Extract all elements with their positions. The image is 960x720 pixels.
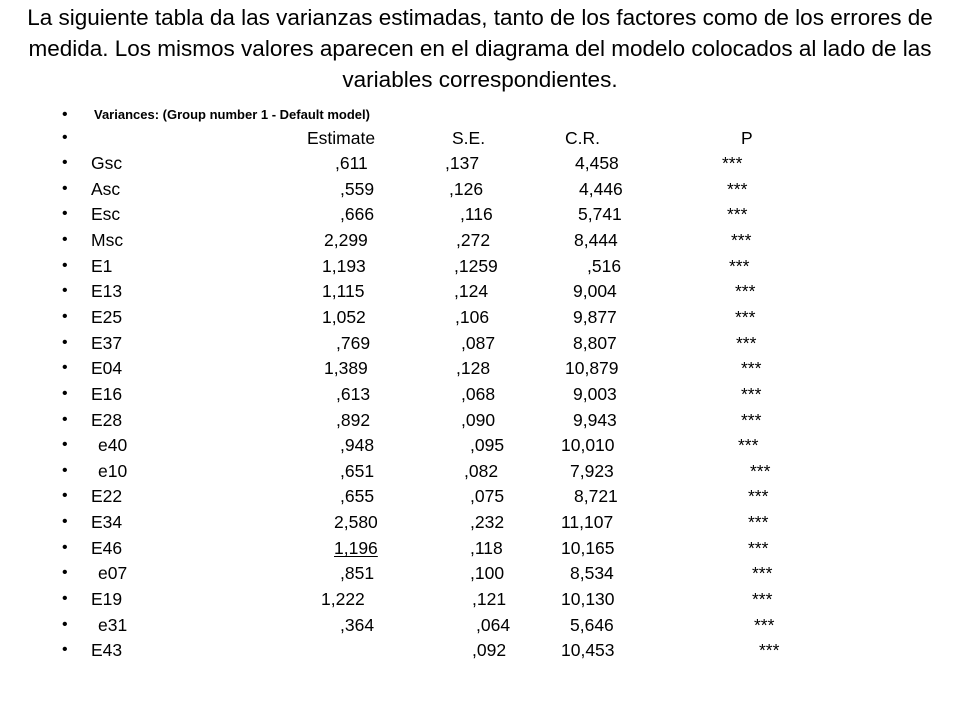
p-cell: *** [752, 563, 773, 584]
table-row [0, 202, 960, 226]
estimate-cell: ,559 [340, 178, 375, 199]
estimate-cell: 1,196 [334, 537, 378, 558]
se-cell: ,106 [455, 306, 490, 327]
p-cell: *** [750, 460, 771, 481]
row-name-cell: E43 [91, 640, 123, 661]
se-cell: ,272 [456, 229, 491, 250]
table-row [0, 638, 960, 662]
p-cell: *** [741, 358, 762, 379]
se-cell: ,068 [461, 383, 496, 404]
row-name-cell: E37 [91, 332, 123, 353]
p-cell: *** [738, 435, 759, 456]
cr-cell: 5,646 [570, 614, 614, 635]
se-cell: ,126 [449, 178, 484, 199]
p-cell: *** [722, 153, 743, 173]
bullet-icon: • [62, 154, 68, 171]
se-cell: ,064 [476, 614, 511, 635]
row-name-cell: Msc [91, 229, 124, 250]
table-row [0, 459, 960, 483]
column-header-row [0, 126, 960, 150]
cr-cell: 10,879 [565, 358, 619, 379]
cr-cell: 8,534 [570, 563, 614, 584]
column-header-cr: C.R. [565, 128, 600, 148]
se-cell: ,121 [472, 589, 507, 609]
cr-cell: 7,923 [570, 460, 614, 481]
row-name-cell: E34 [91, 512, 123, 533]
p-cell: *** [736, 332, 757, 353]
bullet-icon: • [62, 307, 68, 325]
estimate-cell: 1,193 [322, 255, 366, 276]
bullet-icon: • [62, 436, 68, 454]
row-name-cell: e10 [98, 460, 128, 481]
estimate-cell: ,611 [335, 153, 368, 173]
se-cell: ,092 [472, 640, 507, 661]
table-row [0, 177, 960, 201]
row-name-cell: e07 [98, 563, 128, 584]
bullet-icon: • [62, 615, 68, 633]
estimate-cell: ,892 [336, 409, 371, 430]
se-cell: ,087 [461, 332, 496, 353]
row-name-cell: E1 [91, 255, 113, 276]
estimate-cell: ,651 [340, 460, 375, 481]
cr-cell: ,516 [587, 255, 622, 276]
p-cell: *** [741, 383, 762, 404]
table-row [0, 587, 960, 611]
slide-title: La siguiente tabla da las varianzas estimadas, tanto de los factores como de los errores de medida. Los mismos valores aparecen en el diagrama del modelo colocados al lado de las variables correspondientes. [27, 5, 933, 92]
cr-cell: 8,807 [573, 332, 617, 353]
table-subheading: Variances: (Group number 1 - Default model) [94, 107, 370, 122]
table-row [0, 305, 960, 329]
cr-cell: 9,004 [573, 281, 617, 302]
estimate-cell: 1,222 [321, 589, 365, 609]
bullet-icon: • [62, 256, 68, 274]
se-cell: ,100 [470, 563, 505, 584]
row-name-cell: E28 [91, 409, 123, 430]
cr-cell: 4,446 [579, 178, 623, 199]
row-name-cell: Gsc [91, 153, 123, 173]
table-row [0, 433, 960, 457]
bullet-icon: • [62, 230, 68, 248]
bullet-icon: • [62, 513, 68, 531]
table-row [0, 254, 960, 278]
p-cell: *** [729, 255, 750, 276]
estimate-cell: 2,299 [324, 229, 368, 250]
table-row [0, 408, 960, 432]
column-header-p: P [741, 128, 753, 148]
bullet-icon: • [62, 359, 68, 377]
table-row [0, 561, 960, 585]
p-cell: *** [748, 486, 769, 507]
estimate-cell: 2,580 [334, 512, 378, 533]
p-cell: *** [759, 640, 780, 661]
estimate-cell: ,655 [340, 486, 375, 507]
subheading-row [0, 103, 960, 127]
se-cell: ,232 [470, 512, 505, 533]
bullet-icon: • [62, 333, 68, 351]
bullet-icon: • [62, 641, 68, 659]
se-cell: ,095 [470, 435, 505, 456]
table-row [0, 613, 960, 637]
row-name-cell: E13 [91, 281, 123, 302]
estimate-cell: ,851 [340, 563, 375, 584]
cr-cell: 9,943 [573, 409, 617, 430]
table-row [0, 536, 960, 560]
se-cell: ,118 [470, 537, 503, 558]
table-row [0, 510, 960, 534]
bullet-icon: • [62, 179, 68, 197]
row-name-cell: Esc [91, 204, 121, 225]
se-cell: ,124 [454, 281, 489, 302]
bullet-icon: • [62, 564, 68, 582]
estimate-cell: ,613 [336, 383, 371, 404]
bullet-icon: • [62, 106, 68, 123]
table-row [0, 382, 960, 406]
p-cell: *** [731, 229, 752, 250]
bullet-icon: • [62, 384, 68, 402]
p-cell: *** [735, 306, 756, 327]
estimate-cell: ,769 [336, 332, 371, 353]
cr-cell: 9,003 [573, 383, 617, 404]
cr-cell: 10,130 [561, 589, 615, 609]
column-header-se: S.E. [452, 128, 486, 148]
bullet-icon: • [62, 282, 68, 300]
row-name-cell: E19 [91, 589, 123, 609]
cr-cell: 4,458 [575, 153, 619, 173]
se-cell: ,116 [460, 204, 493, 225]
estimate-cell: ,948 [340, 435, 375, 456]
table-row [0, 484, 960, 508]
cr-cell: 11,107 [561, 512, 614, 533]
cr-cell: 5,741 [578, 204, 622, 225]
estimate-cell: 1,052 [322, 306, 366, 327]
bullet-icon: • [62, 487, 68, 505]
table-row [0, 151, 960, 175]
cr-cell: 10,453 [561, 640, 615, 661]
p-cell: *** [741, 409, 762, 430]
row-name-cell: E22 [91, 486, 123, 507]
estimate-cell: ,364 [340, 614, 375, 635]
cr-cell: 8,444 [574, 229, 618, 250]
se-cell: ,1259 [454, 255, 498, 276]
column-header-estimate: Estimate [307, 128, 376, 148]
p-cell: *** [748, 537, 769, 558]
table-row [0, 331, 960, 355]
estimate-cell: 1,115 [322, 281, 365, 302]
p-cell: *** [727, 204, 748, 225]
se-cell: ,075 [470, 486, 505, 507]
se-cell: ,082 [464, 460, 499, 481]
se-cell: ,128 [456, 358, 491, 379]
se-cell: ,137 [445, 153, 480, 173]
row-name-cell: Asc [91, 178, 121, 199]
row-name-cell: E16 [91, 383, 123, 404]
se-cell: ,090 [461, 409, 496, 430]
bullet-icon: • [62, 205, 68, 223]
p-cell: *** [754, 614, 775, 635]
cr-cell: 8,721 [574, 486, 618, 507]
table-row [0, 356, 960, 380]
bullet-icon: • [62, 590, 68, 607]
estimate-cell: ,666 [340, 204, 375, 225]
p-cell: *** [727, 178, 748, 199]
p-cell: *** [748, 512, 769, 533]
cr-cell: 10,165 [561, 537, 615, 558]
bullet-icon: • [62, 129, 68, 146]
bullet-icon: • [62, 410, 68, 428]
row-name-cell: E46 [91, 537, 123, 558]
bullet-icon: • [62, 538, 68, 556]
table-row [0, 279, 960, 303]
cr-cell: 9,877 [573, 306, 617, 327]
estimate-cell: 1,389 [324, 358, 368, 379]
p-cell: *** [752, 589, 773, 609]
row-name-cell: E04 [91, 358, 123, 379]
row-name-cell: e31 [98, 614, 128, 635]
row-name-cell: e40 [98, 435, 128, 456]
bullet-icon: • [62, 461, 68, 479]
table-row [0, 228, 960, 252]
cr-cell: 10,010 [561, 435, 615, 456]
p-cell: *** [735, 281, 756, 302]
row-name-cell: E25 [91, 306, 123, 327]
